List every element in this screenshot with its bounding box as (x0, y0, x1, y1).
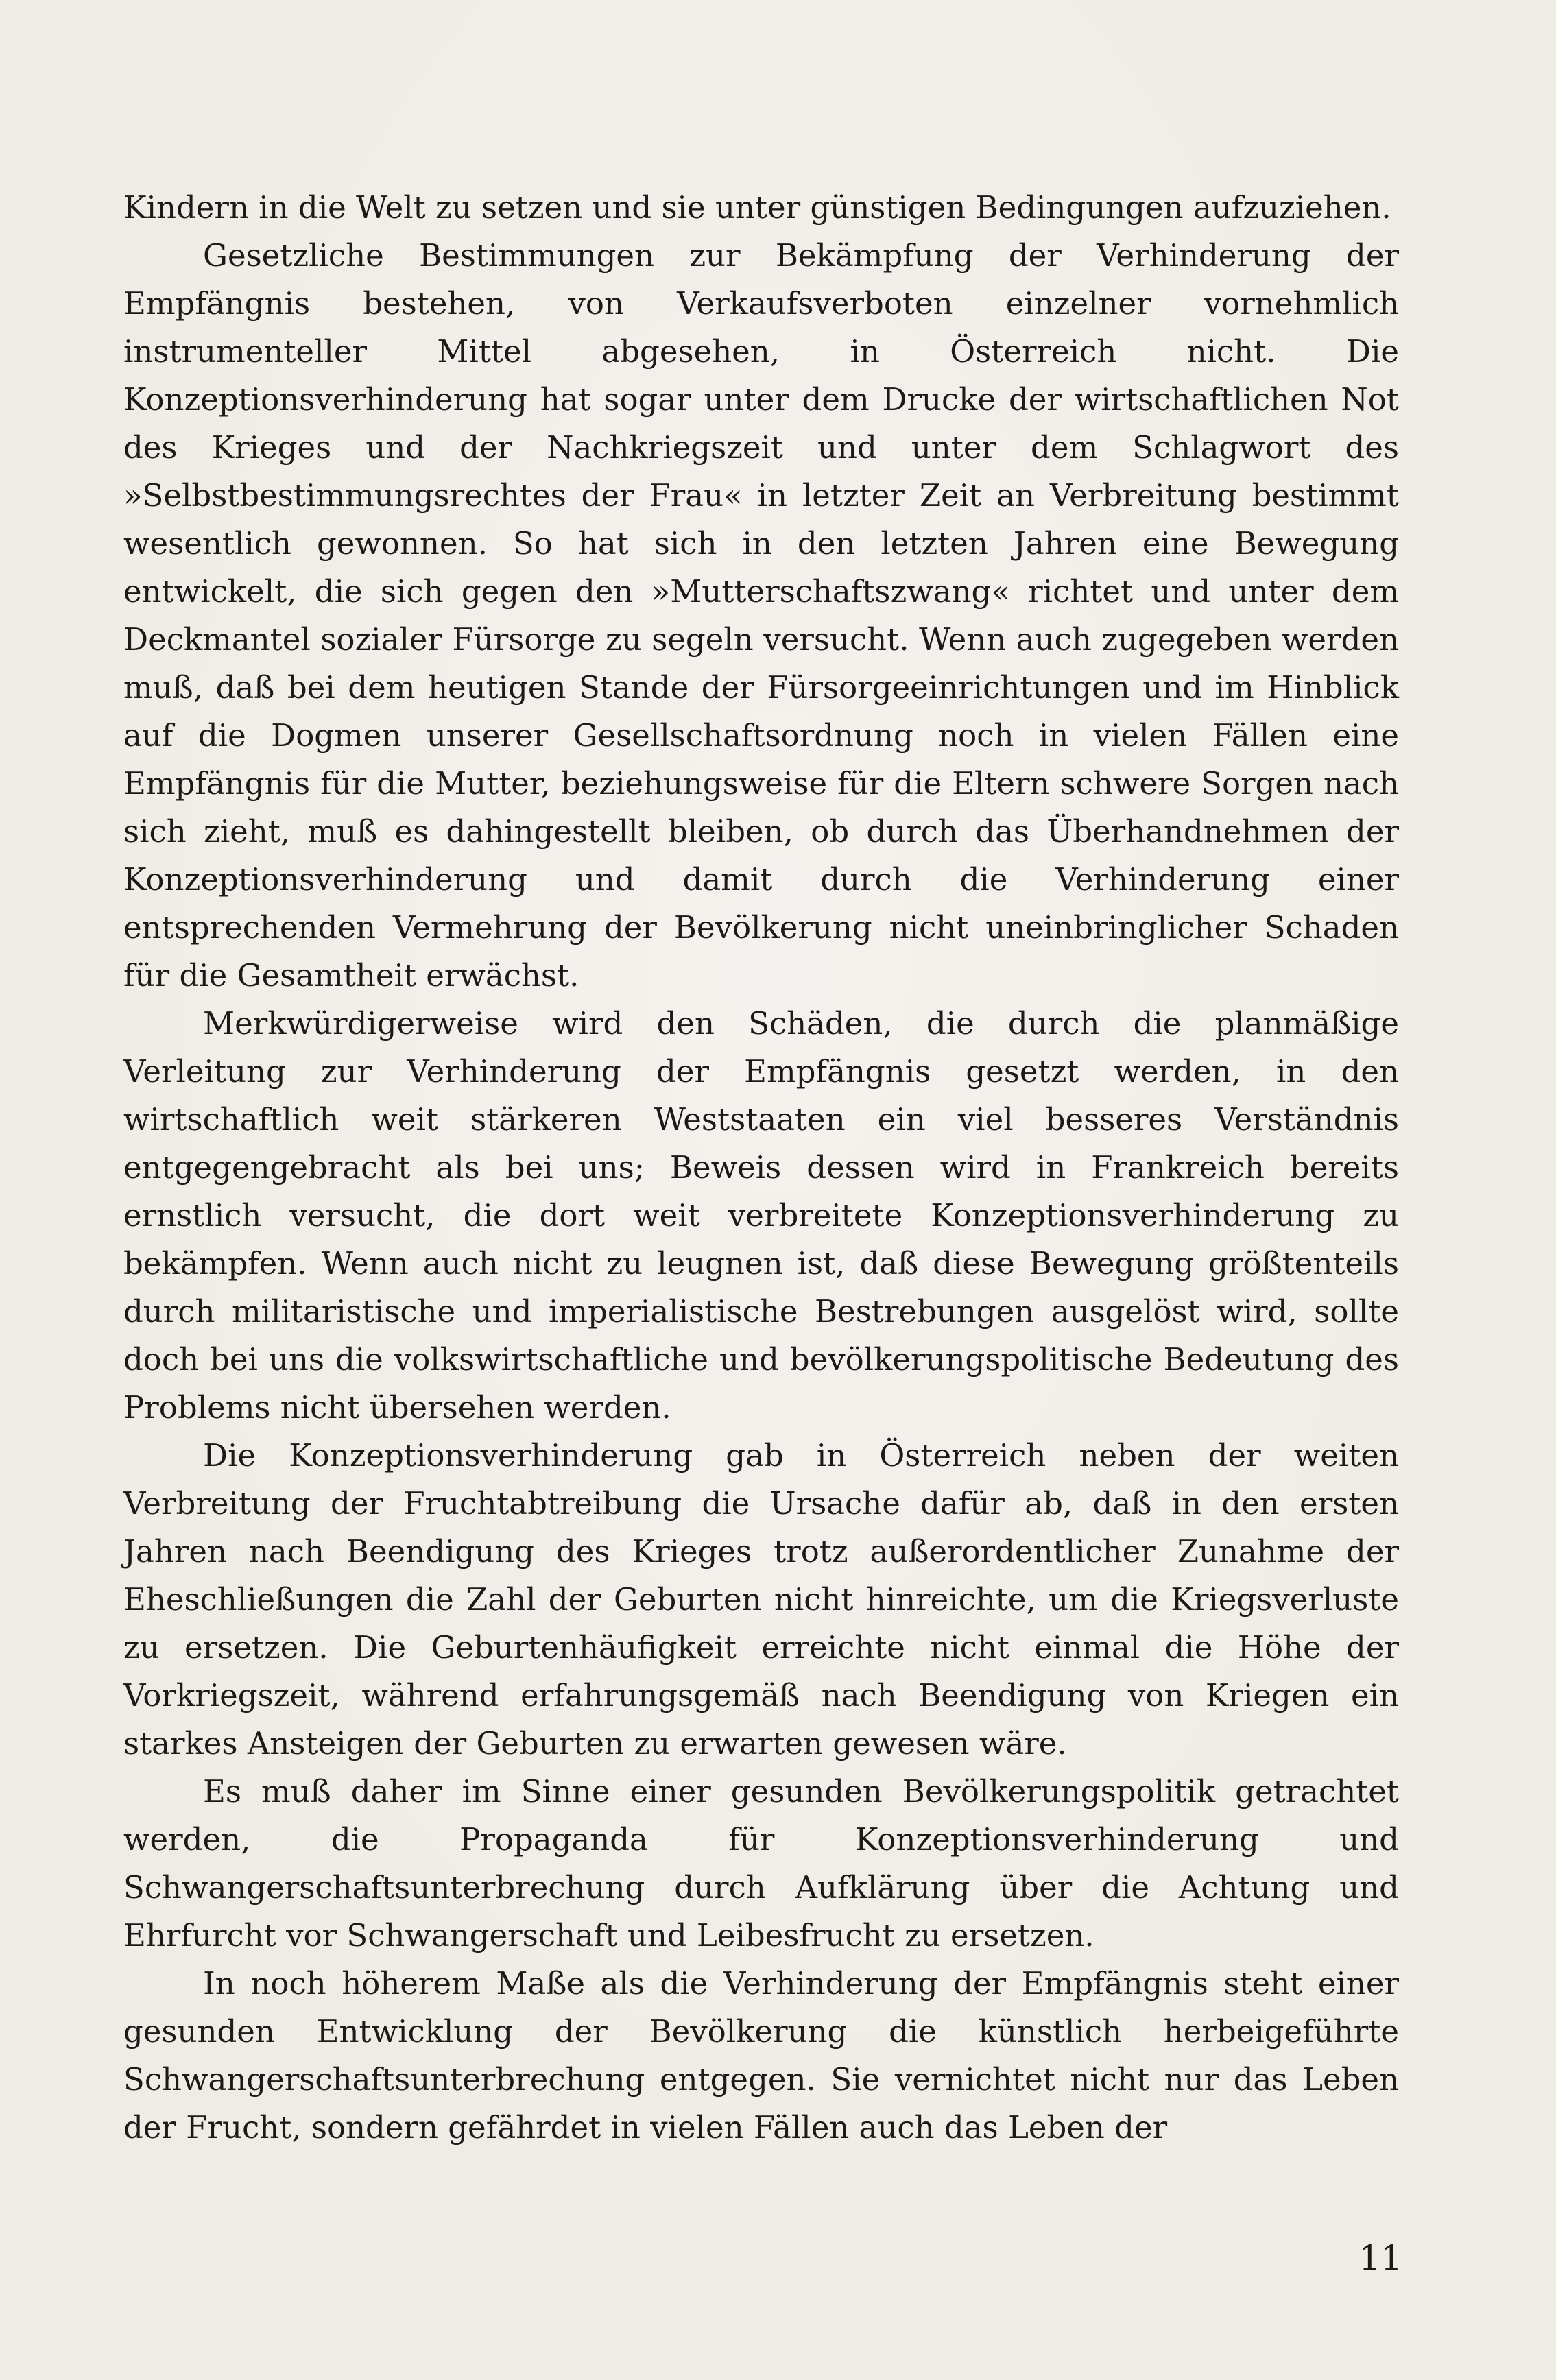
paragraph-pregnancy-termination: In noch höherem Maße als die Verhinderung der Empfängnis steht einer gesunden Entwicklung der Bevölkerung die künstlich herbeigeführte Schwangerschaftsunterbrechung entgegen. Sie vernichtet nicht nur das Leben der Frucht, sondern gefährdet in vielen Fällen auch das Leben der (123, 1965, 1399, 2145)
paragraph-legal-provisions: Gesetzliche Bestimmungen zur Bekämpfung der Verhinderung der Empfängnis bestehen, von Verkaufsverboten einzelner vornehmlich instrumenteller Mittel abgesehen, in Österreich nicht. Die Konzeptionsverhinderung hat sogar unter dem Drucke der wirtschaftlichen Not des Krieges und der Nachkriegszeit und unter dem Schlagwort des »Selbstbestimmungsrechtes der Frau« in letzter Zeit an Verbreitung bestimmt wesentlich gewonnen. So hat sich in den letzten Jahren eine Bewegung entwickelt, die sich gegen den »Mutterschaftszwang« richtet und unter dem Deckmantel sozialer Fürsorge zu segeln versucht. Wenn auch zugegeben werden muß, daß bei dem heutigen Stande der Fürsorgeeinrichtungen und im Hinblick auf die Dogmen unserer Gesellschaftsordnung noch in vielen Fällen eine Empfängnis für die Mutter, beziehungsweise für die Eltern schwere Sorgen nach sich zieht, muß es dahingestellt bleiben, ob durch das Überhandnehmen der Konzeptionsverhinderung und damit durch die Verhinderung einer entsprechenden Vermehrung der Bevölkerung nicht uneinbringlicher Schaden für die Gesamtheit erwächst. (123, 237, 1399, 994)
page-number: 11 (1358, 2238, 1402, 2278)
body-text (123, 184, 1399, 2152)
paragraph-continuation: Kindern in die Welt zu setzen und sie unter günstigen Bedingungen aufzuziehen. (123, 189, 1391, 226)
paragraph-austria-births: Die Konzeptionsverhinderung gab in Österreich neben der weiten Verbreitung der Fruchtabtreibung die Ursache dafür ab, daß in den ersten Jahren nach Beendigung des Krieges trotz außerordentlicher Zunahme der Eheschließungen die Zahl der Geburten nicht hinreichte, um die Kriegsverluste zu ersetzen. Die Geburtenhäufigkeit erreichte nicht einmal die Höhe der Vorkriegszeit, während erfahrungsgemäß nach Beendigung von Kriegen ein starkes Ansteigen der Geburten zu erwarten gewesen wäre. (123, 1437, 1399, 1762)
paragraph-western-states: Merkwürdigerweise wird den Schäden, die durch die planmäßige Verleitung zur Verhinderung der Empfängnis gesetzt werden, in den wirtschaftlich weit stärkeren Weststaaten ein viel besseres Verständnis entgegengebracht als bei uns; Beweis dessen wird in Frankreich bereits ernstlich versucht, die dort weit verbreitete Konzeptionsverhinderung zu bekämpfen. Wenn auch nicht zu leugnen ist, daß diese Bewegung größtenteils durch militaristische und imperialistische Bestrebungen ausgelöst wird, sollte doch bei uns die volkswirtschaftliche und bevölkerungspolitische Bedeutung des Problems nicht übersehen werden. (123, 1005, 1399, 1426)
paragraph-population-policy: Es muß daher im Sinne einer gesunden Bevölkerungspolitik getrachtet werden, die Propaganda für Konzeptionsverhinderung und Schwangerschaftsunterbrechung durch Aufklärung über die Achtung und Ehrfurcht vor Schwangerschaft und Leibesfrucht zu ersetzen. (123, 1773, 1399, 1954)
